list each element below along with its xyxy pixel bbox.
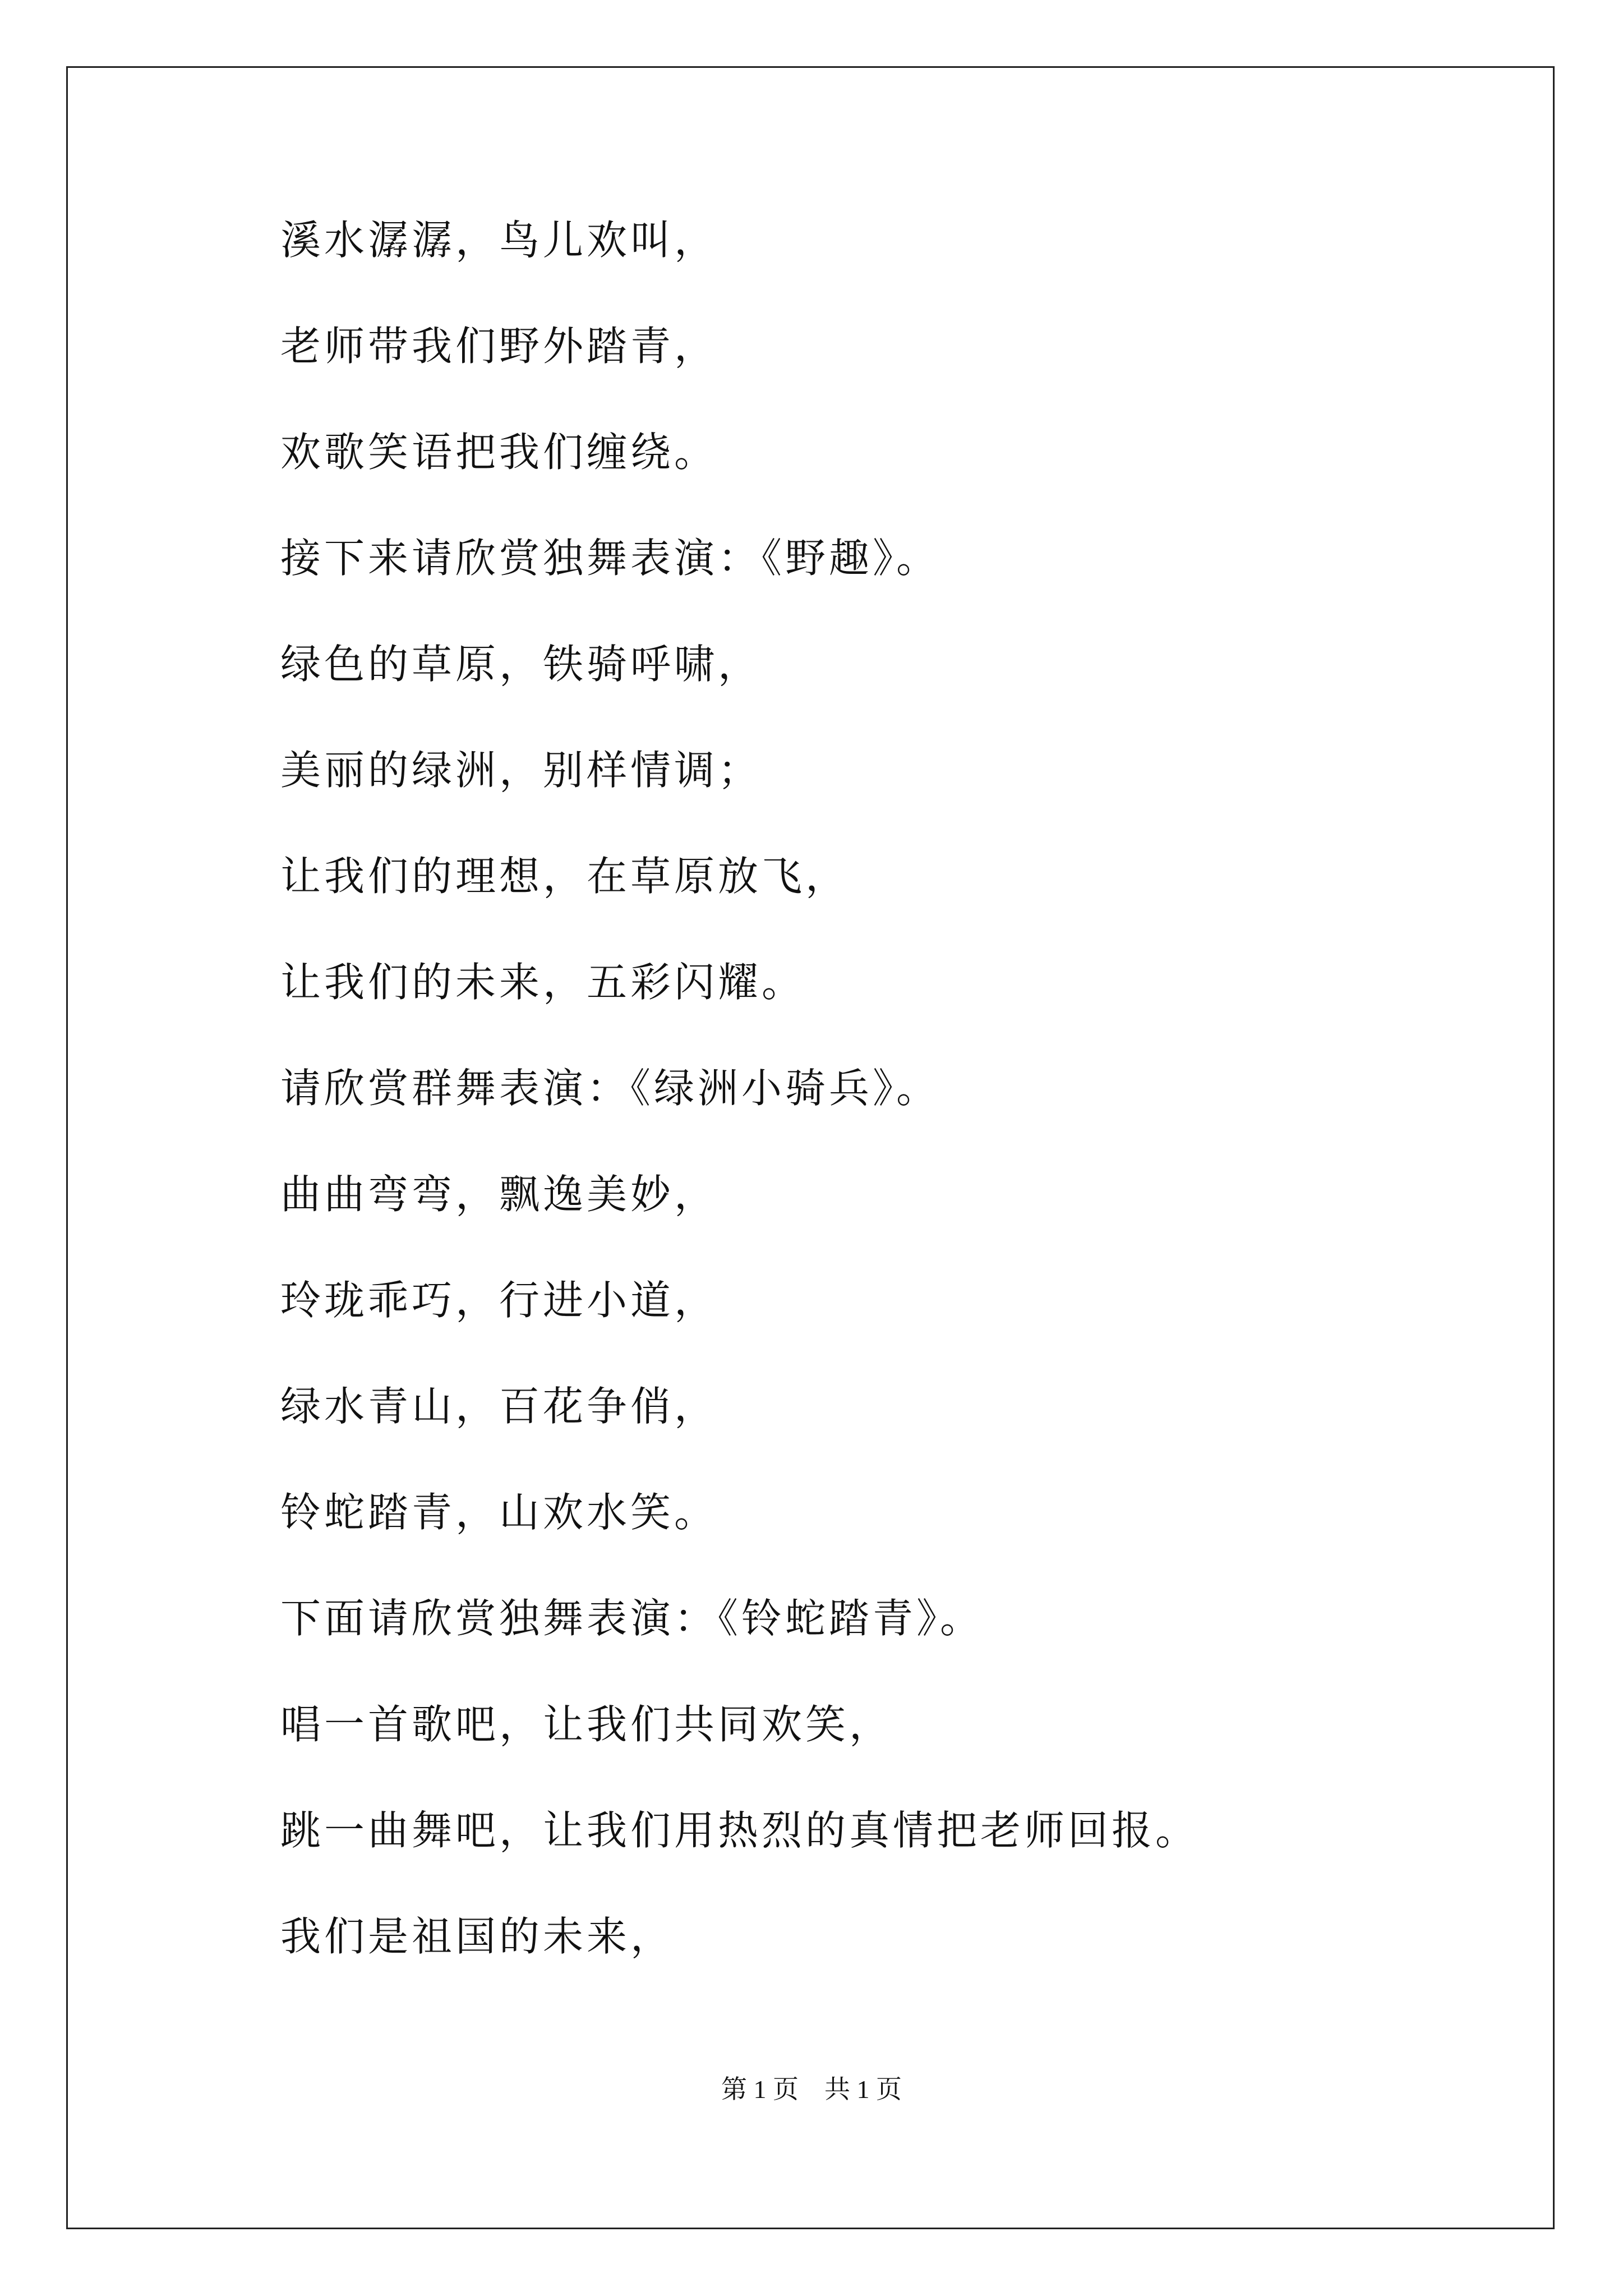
- text-line: 曲曲弯弯，飘逸美妙，: [280, 1171, 718, 1218]
- text-line: 老师带我们野外踏青，: [280, 323, 718, 370]
- text-line: 我们是祖国的未来，: [280, 1913, 675, 1960]
- text-line: 玲珑乖巧，行进小道，: [280, 1277, 718, 1324]
- page-number-total: 共 1 页: [824, 2075, 902, 2104]
- text-line: 溪水潺潺，鸟儿欢叫，: [280, 217, 718, 264]
- page-number-current: 第 1 页: [721, 2075, 799, 2104]
- text-line: 让我们的理想，在草原放飞，: [280, 853, 850, 900]
- text-line: 绿色的草原，铁骑呼啸，: [280, 641, 762, 688]
- text-line: 欢歌笑语把我们缠绕。: [280, 429, 718, 476]
- text-line: 接下来请欣赏独舞表演：《野趣》。: [280, 535, 940, 582]
- text-line: 下面请欣赏独舞表演：《铃蛇踏青》。: [280, 1595, 984, 1642]
- text-line: 唱一首歌吧，让我们共同欢笑，: [280, 1701, 893, 1748]
- text-line: 美丽的绿洲，别样情调；: [280, 747, 762, 794]
- text-line: 让我们的未来，五彩闪耀。: [280, 959, 806, 1006]
- text-line: 铃蛇踏青，山欢水笑。: [280, 1489, 718, 1536]
- text-line: 绿水青山，百花争俏，: [280, 1383, 718, 1430]
- text-line: 请欣赏群舞表演：《绿洲小骑兵》。: [280, 1065, 940, 1112]
- text-line: 跳一曲舞吧，让我们用热烈的真情把老师回报。: [280, 1807, 1200, 1854]
- footer-spacer: [799, 2075, 824, 2104]
- document-body: [280, 218, 1486, 2020]
- page-footer: [0, 2073, 1623, 2106]
